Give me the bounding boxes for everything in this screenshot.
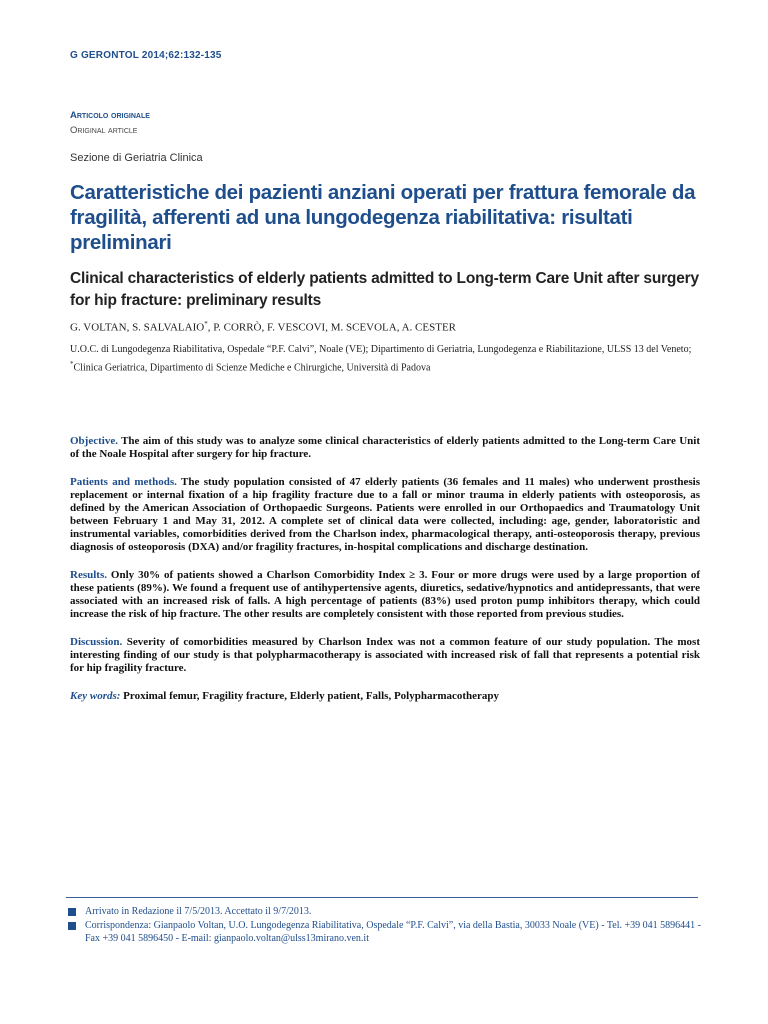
methods-label: Patients and methods.	[70, 476, 177, 488]
abstract-methods	[70, 476, 700, 554]
discussion-text: Severity of comorbidities measured by Charlson Index was not a common feature of our study population. The most interesting finding of our study is that polypharmacotherapy is associated with increased risk of fall that represents a potential risk for hip fragility fracture.	[70, 636, 700, 674]
affiliation-mark: *	[70, 360, 74, 368]
keywords-text: Proximal femur, Fragility fracture, Elderly patient, Falls, Polypharmacotherapy	[120, 690, 500, 702]
footnotes	[66, 905, 702, 946]
affiliations	[70, 343, 710, 375]
abstract-keywords	[70, 690, 700, 703]
section-name: Sezione di Geriatria Clinica	[70, 152, 203, 164]
title-english: Clinical characteristics of elderly patients admitted to Long-term Care Unit after surgery for hip fracture: preliminary results	[70, 270, 699, 309]
author-affiliation-mark: *	[204, 320, 208, 328]
footnote-received	[66, 905, 702, 918]
footnote-correspondence	[66, 919, 702, 945]
bullet-square-icon	[68, 908, 76, 916]
affiliation-part1: U.O.C. di Lungodegenza Riabilitativa, Ospedale “P.F. Calvi”, Noale (VE); Dipartimento di Geriatria, Lungodegenza e Riabilitazione, ULSS 13 del Veneto;	[70, 344, 692, 355]
results-label: Results.	[70, 569, 107, 581]
discussion-label: Discussion.	[70, 636, 123, 648]
authors-part1: G. VOLTAN, S. SALVALAIO	[70, 321, 205, 334]
article-type-en: Original article	[70, 125, 138, 136]
authors-part2: , P. CORRÒ, F. VESCOVI, M. SCEVOLA, A. CESTER	[207, 321, 456, 334]
author-list	[70, 320, 710, 334]
article-type-it: Articolo originale	[70, 110, 150, 121]
abstract-discussion	[70, 636, 700, 675]
abstract-results	[70, 569, 700, 621]
objective-text: The aim of this study was to analyze some clinical characteristics of elderly patients admitted to the Long-term Care Unit of the Noale Hospital after surgery for hip fracture.	[70, 435, 700, 460]
keywords-label: Key words:	[70, 690, 121, 702]
results-text: Only 30% of patients showed a Charlson Comorbidity Index ≥ 3. Four or more drugs were used by a large proportion of these patients (89%). We found a frequent use of antihypertensive agents, diuretics, sedative/hypnotics and antidepressants, that were associated with an increased risk of falls. A high percentage of patients (83%) used proton pump inhibitors therapy, which could increase the risk of hip fracture. The other results are completely consistent with those reported from previous studies.	[70, 569, 700, 620]
title-italian: Caratteristiche dei pazienti anziani operati per frattura femorale da fragilità, afferenti ad una lungodegenza riabilitativa: risultati preliminari	[70, 181, 696, 254]
abstract-objective	[70, 435, 700, 461]
footer-divider	[66, 897, 698, 898]
correspondence-text: Corrispondenza: Gianpaolo Voltan, U.O. Lungodegenza Riabilitativa, Ospedale “P.F. Calvi”, via della Bastia, 30033 Noale (VE) - Tel. +39 041 5896441 - Fax +39 041 5896450 - E-mail: gianpaolo.voltan@ulss13mirano.ven.it	[85, 920, 701, 944]
received-text: Arrivato in Redazione il 7/5/2013. Accettato il 9/7/2013.	[85, 906, 312, 917]
journal-citation: G GERONTOL 2014;62:132-135	[70, 50, 222, 61]
abstract	[70, 435, 700, 718]
objective-label: Objective.	[70, 435, 118, 447]
affiliation-part2: Clinica Geriatrica, Dipartimento di Scienze Mediche e Chirurgiche, Università di Padova	[73, 362, 431, 374]
methods-text: The study population consisted of 47 elderly patients (36 females and 11 males) who underwent prosthesis replacement or internal fixation of a hip fragility fracture due to a fall or minor trauma in elderly patients with osteoporosis, as defined by the American Association of Orthopaedic Surgeons. Patients were enrolled in our Orthopaedics and Traumatology Unit between February 1 and May 31, 2012. A complete set of clinical data were collected, including: age, gender, laboratoristic and instrumental variables, comorbidities derived from the Charlson index, pharmacological therapy, anti-osteoporosis therapy, previous diagnosis of osteoporosis (DXA) and/or fragility fractures, in-hospital complications and discharge destination.	[70, 476, 700, 553]
bullet-square-icon	[68, 922, 76, 930]
